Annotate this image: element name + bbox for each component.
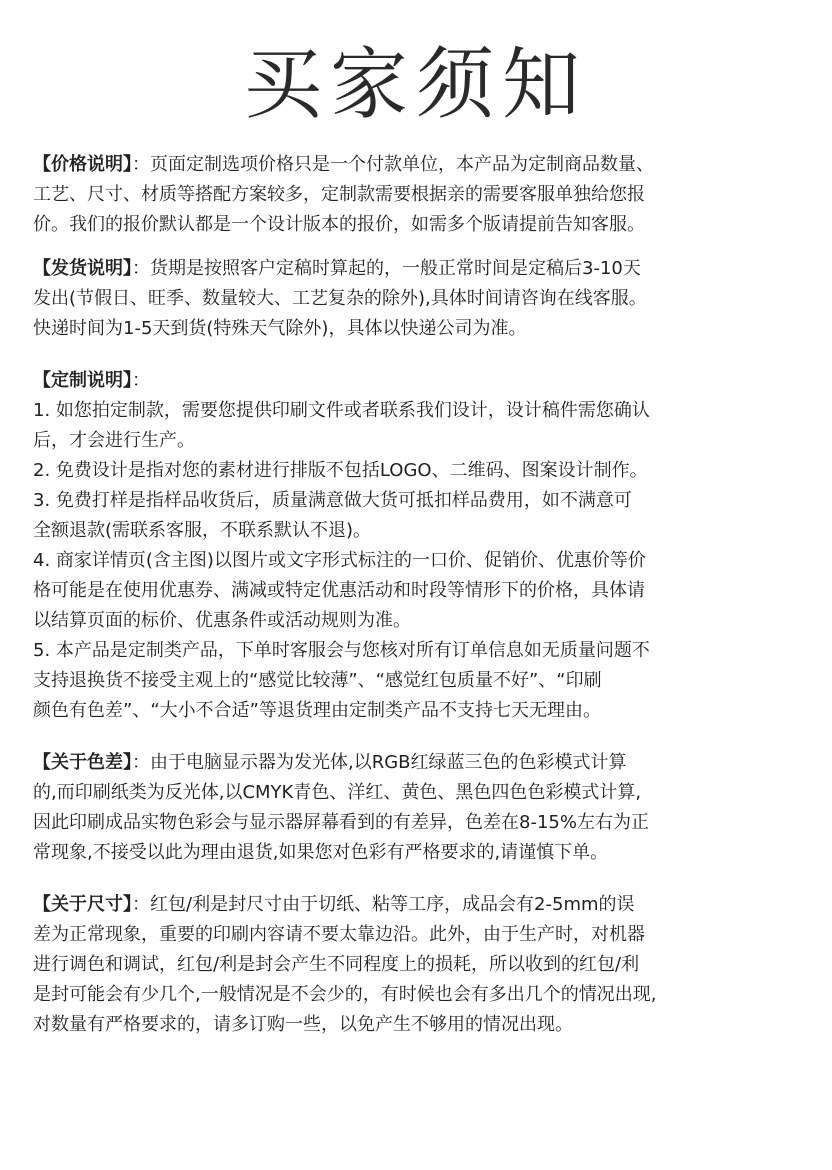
color-line-4: 常现象,不接受以此为理由退货,如果您对色彩有严格要求的,请谨慎下单。 (33, 842, 609, 863)
shipping-line-2: 发出(节假日、旺季、数量较大、工艺复杂的除外),具体时间请咨询在线客服。 (33, 288, 647, 309)
price-line-3: 价。我们的报价默认都是一个设计版本的报价，如需多个版请提前告知客服。 (33, 214, 645, 235)
size-section (33, 890, 815, 1040)
custom-line-6: 4. 商家详情页(含主图)以图片或文字形式标注的一口价、促销价、优惠价等价 (33, 550, 646, 571)
custom-heading-tail: ： (132, 370, 150, 391)
custom-line-5: 全额退款(需联系客服，不联系默认不退)。 (33, 520, 372, 541)
color-section (33, 748, 815, 868)
price-line-1 (33, 150, 815, 180)
shipping-line-1 (33, 254, 815, 284)
custom-line-10: 支持退换货不接受主观上的“感觉比较薄”、“感觉红包质量不好”、“印刷 (33, 670, 602, 691)
size-text: ：红包/利是封尺寸由于切纸、粘等工序，成品会有2-5mm的误 (132, 894, 635, 915)
shipping-section (33, 254, 815, 344)
color-heading: 【关于色差】 (33, 752, 132, 773)
size-line-5: 对数量有严格要求的，请多订购一些，以免产生不够用的情况出现。 (33, 1014, 573, 1035)
notice-content (33, 150, 815, 1040)
size-line-1 (33, 890, 815, 920)
custom-line-4: 3. 免费打样是指样品收货后，质量满意做大货可抵扣样品费用，如不满意可 (33, 490, 632, 511)
color-line-1 (33, 748, 815, 778)
price-text: ：页面定制选项价格只是一个付款单位，本产品为定制商品数量、 (132, 154, 654, 175)
price-heading: 【价格说明】 (33, 154, 132, 175)
custom-heading: 【定制说明】 (33, 370, 132, 391)
custom-line-8: 以结算页面的标价、优惠条件或活动规则为准。 (33, 610, 411, 631)
size-line-4: 是封可能会有少几个,一般情况是不会少的，有时候也会有多出几个的情况出现, (33, 984, 657, 1005)
color-line-3: 因此印刷成品实物色彩会与显示器屏幕看到的有差异，色差在8-15%左右为正 (33, 812, 649, 833)
size-heading: 【关于尺寸】 (33, 894, 132, 915)
custom-section (33, 366, 815, 726)
price-section (33, 150, 815, 240)
price-line-2: 工艺、尺寸、材质等搭配方案较多，定制款需要根据亲的需要客服单独给您报 (33, 184, 645, 205)
shipping-text: ：货期是按照客户定稿时算起的，一般正常时间是定稿后3-10天 (132, 258, 641, 279)
custom-line-7: 格可能是在使用优惠券、满减或特定优惠活动和时段等情形下的价格，具体请 (33, 580, 645, 601)
custom-line-3: 2. 免费设计是指对您的素材进行排版不包括LOGO、二维码、图案设计制作。 (33, 460, 648, 481)
shipping-line-3: 快递时间为1-5天到货(特殊天气除外)，具体以快递公司为准。 (33, 318, 527, 339)
size-line-2: 差为正常现象，重要的印刷内容请不要太靠边沿。此外，由于生产时，对机器 (33, 924, 645, 945)
page-title: 买家须知 (243, 40, 588, 130)
size-line-3: 进行调色和调试，红包/利是封会产生不同程度上的损耗，所以收到的红包/利 (33, 954, 640, 975)
custom-heading-line (33, 366, 815, 396)
color-text: ：由于电脑显示器为发光体,以RGB红绿蓝三色的色彩模式计算 (132, 752, 627, 773)
custom-line-9: 5. 本产品是定制类产品，下单时客服会与您核对所有订单信息如无质量问题不 (33, 640, 650, 661)
custom-line-11: 颜色有色差”、“大小不合适”等退货理由定制类产品不支持七天无理由。 (33, 700, 601, 721)
custom-line-2: 后，才会进行生产。 (33, 430, 195, 451)
custom-line-1: 1. 如您拍定制款，需要您提供印刷文件或者联系我们设计，设计稿件需您确认 (33, 400, 650, 421)
color-line-2: 的,而印刷纸类为反光体,以CMYK青色、洋红、黄色、黑色四色色彩模式计算, (33, 782, 642, 803)
shipping-heading: 【发货说明】 (33, 258, 132, 279)
